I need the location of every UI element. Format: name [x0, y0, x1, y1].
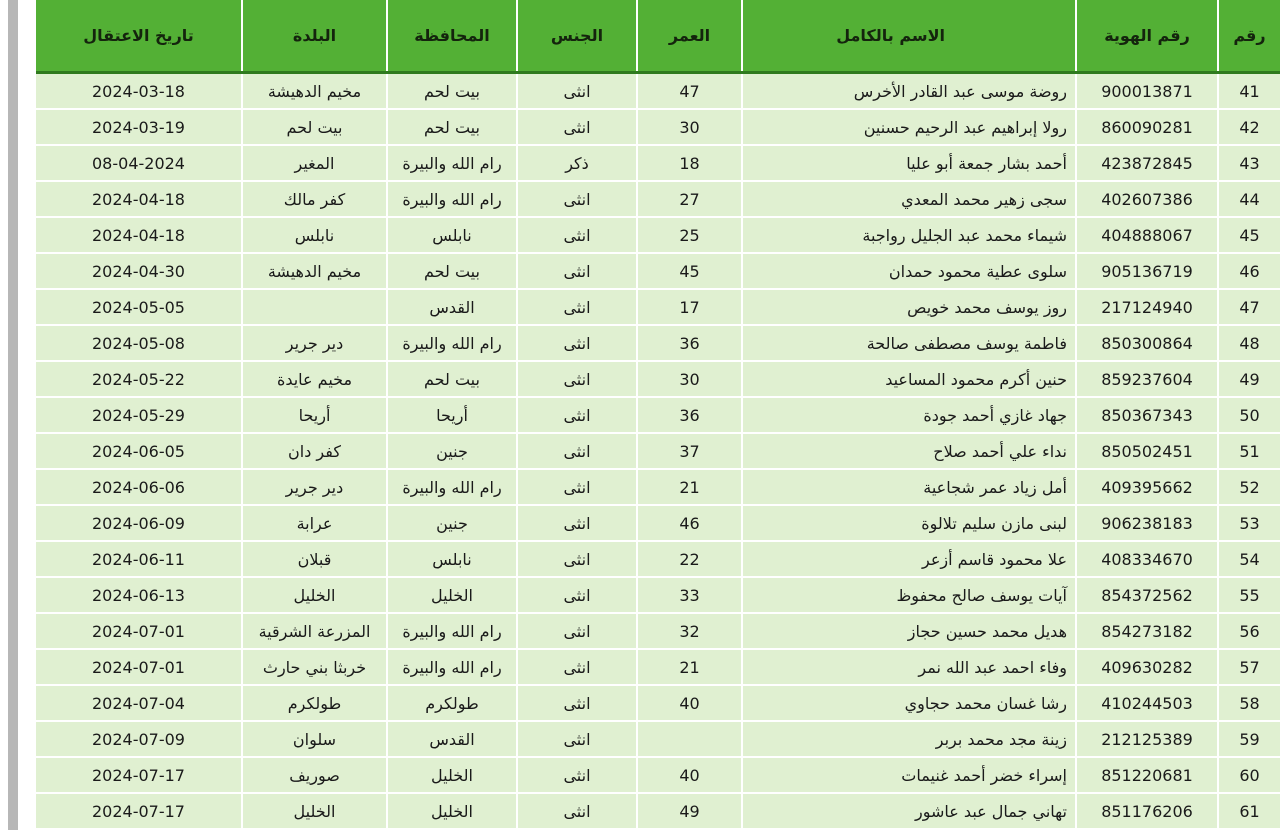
cell-town: عرابة: [242, 505, 387, 541]
table-row: [36, 181, 1280, 217]
cell-age: 18: [637, 145, 742, 181]
cell-town: مخيم عايدة: [242, 361, 387, 397]
cell-arrest-date: 2024-07-17: [36, 757, 242, 793]
cell-row-number: 45: [1218, 217, 1280, 253]
cell-age: 49: [637, 793, 742, 829]
cell-town: المغير: [242, 145, 387, 181]
table-row: [36, 433, 1280, 469]
cell-gender: انثى: [517, 757, 637, 793]
cell-town: نابلس: [242, 217, 387, 253]
cell-row-number: 49: [1218, 361, 1280, 397]
cell-arrest-date: 2024-06-13: [36, 577, 242, 613]
cell-town: دير جرير: [242, 469, 387, 505]
cell-age: 33: [637, 577, 742, 613]
cell-row-number: 44: [1218, 181, 1280, 217]
cell-arrest-date: 08-04-2024: [36, 145, 242, 181]
cell-age: 47: [637, 73, 742, 110]
cell-row-number: 59: [1218, 721, 1280, 757]
cell-age: 36: [637, 397, 742, 433]
cell-row-number: 58: [1218, 685, 1280, 721]
cell-age: 30: [637, 109, 742, 145]
cell-arrest-date: 2024-07-09: [36, 721, 242, 757]
cell-governorate: نابلس: [387, 541, 517, 577]
cell-arrest-date: 2024-07-17: [36, 793, 242, 829]
cell-arrest-date: 2024-04-18: [36, 181, 242, 217]
cell-id-number: 408334670: [1076, 541, 1218, 577]
cell-gender: انثى: [517, 73, 637, 110]
cell-age: 46: [637, 505, 742, 541]
cell-gender: انثى: [517, 793, 637, 829]
cell-arrest-date: 2024-05-29: [36, 397, 242, 433]
cell-full-name: رولا إبراهيم عبد الرحيم حسنين: [742, 109, 1076, 145]
cell-age: 45: [637, 253, 742, 289]
cell-governorate: بيت لحم: [387, 253, 517, 289]
cell-governorate: الخليل: [387, 793, 517, 829]
table-row: [36, 721, 1280, 757]
table-row: [36, 469, 1280, 505]
cell-arrest-date: 2024-05-08: [36, 325, 242, 361]
cell-governorate: جنين: [387, 433, 517, 469]
cell-age: 32: [637, 613, 742, 649]
cell-arrest-date: 2024-05-22: [36, 361, 242, 397]
cell-id-number: 851220681: [1076, 757, 1218, 793]
cell-arrest-date: 2024-04-30: [36, 253, 242, 289]
cell-gender: انثى: [517, 217, 637, 253]
cell-row-number: 47: [1218, 289, 1280, 325]
cell-age: 21: [637, 649, 742, 685]
cell-arrest-date: 2024-06-05: [36, 433, 242, 469]
cell-town: قبلان: [242, 541, 387, 577]
cell-row-number: 42: [1218, 109, 1280, 145]
cell-gender: انثى: [517, 649, 637, 685]
cell-full-name: حنين أكرم محمود المساعيد: [742, 361, 1076, 397]
table-row: [36, 361, 1280, 397]
cell-id-number: 404888067: [1076, 217, 1218, 253]
cell-gender: انثى: [517, 325, 637, 361]
cell-arrest-date: 2024-07-04: [36, 685, 242, 721]
detainees-table: [36, 0, 1280, 830]
cell-gender: انثى: [517, 469, 637, 505]
cell-full-name: جهاد غازي أحمد جودة: [742, 397, 1076, 433]
cell-arrest-date: 2024-03-19: [36, 109, 242, 145]
cell-age: 36: [637, 325, 742, 361]
cell-age: 21: [637, 469, 742, 505]
cell-governorate: أريحا: [387, 397, 517, 433]
header-full-name[interactable]: الاسم بالكامل: [742, 0, 1076, 73]
cell-gender: انثى: [517, 505, 637, 541]
cell-gender: انثى: [517, 289, 637, 325]
cell-arrest-date: 2024-07-01: [36, 649, 242, 685]
table-row: [36, 289, 1280, 325]
cell-id-number: 850367343: [1076, 397, 1218, 433]
cell-arrest-date: 2024-06-06: [36, 469, 242, 505]
table-row: [36, 217, 1280, 253]
cell-full-name: هديل محمد حسين حجاز: [742, 613, 1076, 649]
cell-gender: انثى: [517, 253, 637, 289]
cell-town: الخليل: [242, 577, 387, 613]
cell-governorate: جنين: [387, 505, 517, 541]
cell-governorate: رام الله والبيرة: [387, 613, 517, 649]
cell-town: كفر دان: [242, 433, 387, 469]
cell-arrest-date: 2024-05-05: [36, 289, 242, 325]
cell-age: 40: [637, 685, 742, 721]
cell-governorate: رام الله والبيرة: [387, 469, 517, 505]
cell-id-number: 423872845: [1076, 145, 1218, 181]
cell-governorate: رام الله والبيرة: [387, 181, 517, 217]
cell-full-name: سجى زهير محمد المعدي: [742, 181, 1076, 217]
header-arrest-date[interactable]: تاريخ الاعتقال: [36, 0, 242, 73]
cell-arrest-date: 2024-07-01: [36, 613, 242, 649]
cell-governorate: القدس: [387, 721, 517, 757]
cell-age: 27: [637, 181, 742, 217]
cell-id-number: 402607386: [1076, 181, 1218, 217]
cell-row-number: 41: [1218, 73, 1280, 110]
header-town[interactable]: البلدة: [242, 0, 387, 73]
cell-id-number: 217124940: [1076, 289, 1218, 325]
cell-town: [242, 289, 387, 325]
cell-gender: انثى: [517, 577, 637, 613]
cell-row-number: 57: [1218, 649, 1280, 685]
cell-town: المزرعة الشرقية: [242, 613, 387, 649]
table-row: [36, 649, 1280, 685]
cell-age: 25: [637, 217, 742, 253]
cell-full-name: رشا غسان محمد حجاوي: [742, 685, 1076, 721]
cell-governorate: طولكرم: [387, 685, 517, 721]
cell-town: بيت لحم: [242, 109, 387, 145]
cell-town: خربثا بني حارث: [242, 649, 387, 685]
cell-age: 22: [637, 541, 742, 577]
header-gender[interactable]: الجنس: [517, 0, 637, 73]
cell-age: [637, 721, 742, 757]
table-row: [36, 109, 1280, 145]
cell-full-name: علا محمود قاسم أزعر: [742, 541, 1076, 577]
header-age[interactable]: العمر: [637, 0, 742, 73]
cell-arrest-date: 2024-03-18: [36, 73, 242, 110]
cell-id-number: 900013871: [1076, 73, 1218, 110]
cell-arrest-date: 2024-06-11: [36, 541, 242, 577]
cell-full-name: لبنى مازن سليم تلالوة: [742, 505, 1076, 541]
cell-id-number: 212125389: [1076, 721, 1218, 757]
cell-age: 40: [637, 757, 742, 793]
cell-row-number: 54: [1218, 541, 1280, 577]
cell-full-name: أحمد بشار جمعة أبو عليا: [742, 145, 1076, 181]
table-row: [36, 685, 1280, 721]
cell-row-number: 52: [1218, 469, 1280, 505]
table-row: [36, 253, 1280, 289]
table-row: [36, 325, 1280, 361]
cell-row-number: 53: [1218, 505, 1280, 541]
cell-town: صوريف: [242, 757, 387, 793]
cell-governorate: الخليل: [387, 577, 517, 613]
cell-gender: انثى: [517, 361, 637, 397]
cell-governorate: القدس: [387, 289, 517, 325]
cell-gender: انثى: [517, 613, 637, 649]
cell-age: 30: [637, 361, 742, 397]
table-row: [36, 145, 1280, 181]
cell-full-name: وفاء احمد عبد الله نمر: [742, 649, 1076, 685]
cell-arrest-date: 2024-06-09: [36, 505, 242, 541]
table-row: [36, 577, 1280, 613]
cell-gender: انثى: [517, 685, 637, 721]
cell-full-name: زينة مجد محمد بربر: [742, 721, 1076, 757]
cell-id-number: 409395662: [1076, 469, 1218, 505]
table-row: [36, 505, 1280, 541]
cell-full-name: أمل زياد عمر شجاعية: [742, 469, 1076, 505]
cell-full-name: فاطمة يوسف مصطفى صالحة: [742, 325, 1076, 361]
cell-town: طولكرم: [242, 685, 387, 721]
cell-full-name: إسراء خضر أحمد غنيمات: [742, 757, 1076, 793]
cell-arrest-date: 2024-04-18: [36, 217, 242, 253]
cell-id-number: 409630282: [1076, 649, 1218, 685]
header-id-number[interactable]: رقم الهوية: [1076, 0, 1218, 73]
cell-id-number: 850502451: [1076, 433, 1218, 469]
cell-row-number: 43: [1218, 145, 1280, 181]
cell-gender: انثى: [517, 109, 637, 145]
cell-id-number: 850300864: [1076, 325, 1218, 361]
header-governorate[interactable]: المحافظة: [387, 0, 517, 73]
table-header-row: [36, 0, 1280, 73]
cell-age: 37: [637, 433, 742, 469]
cell-row-number: 46: [1218, 253, 1280, 289]
table-row: [36, 73, 1280, 110]
cell-town: سلوان: [242, 721, 387, 757]
cell-full-name: روز يوسف محمد خويص: [742, 289, 1076, 325]
cell-gender: ذكر: [517, 145, 637, 181]
cell-row-number: 50: [1218, 397, 1280, 433]
cell-gender: انثى: [517, 721, 637, 757]
cell-town: الخليل: [242, 793, 387, 829]
cell-full-name: سلوى عطية محمود حمدان: [742, 253, 1076, 289]
cell-id-number: 854273182: [1076, 613, 1218, 649]
cell-id-number: 860090281: [1076, 109, 1218, 145]
cell-governorate: بيت لحم: [387, 361, 517, 397]
cell-row-number: 55: [1218, 577, 1280, 613]
cell-full-name: نداء علي أحمد صلاح: [742, 433, 1076, 469]
cell-gender: انثى: [517, 541, 637, 577]
cell-gender: انثى: [517, 397, 637, 433]
scrollbar-track[interactable]: [8, 0, 18, 830]
cell-full-name: شيماء محمد عبد الجليل رواجبة: [742, 217, 1076, 253]
cell-age: 17: [637, 289, 742, 325]
cell-town: كفر مالك: [242, 181, 387, 217]
cell-governorate: رام الله والبيرة: [387, 649, 517, 685]
cell-row-number: 51: [1218, 433, 1280, 469]
cell-row-number: 60: [1218, 757, 1280, 793]
cell-row-number: 56: [1218, 613, 1280, 649]
cell-id-number: 905136719: [1076, 253, 1218, 289]
cell-gender: انثى: [517, 181, 637, 217]
cell-id-number: 854372562: [1076, 577, 1218, 613]
table-row: [36, 541, 1280, 577]
cell-full-name: روضة موسى عبد القادر الأخرس: [742, 73, 1076, 110]
cell-id-number: 410244503: [1076, 685, 1218, 721]
cell-town: أريحا: [242, 397, 387, 433]
table-row: [36, 613, 1280, 649]
cell-town: مخيم الدهيشة: [242, 253, 387, 289]
table-row: [36, 757, 1280, 793]
cell-full-name: آيات يوسف صالح محفوظ: [742, 577, 1076, 613]
cell-governorate: الخليل: [387, 757, 517, 793]
cell-governorate: رام الله والبيرة: [387, 145, 517, 181]
cell-row-number: 61: [1218, 793, 1280, 829]
cell-gender: انثى: [517, 433, 637, 469]
cell-governorate: بيت لحم: [387, 73, 517, 110]
detainees-table-container: [36, 0, 1280, 830]
cell-town: دير جرير: [242, 325, 387, 361]
header-row-number[interactable]: رقم: [1218, 0, 1280, 73]
cell-governorate: رام الله والبيرة: [387, 325, 517, 361]
cell-id-number: 851176206: [1076, 793, 1218, 829]
cell-governorate: نابلس: [387, 217, 517, 253]
cell-full-name: تهاني جمال عبد عاشور: [742, 793, 1076, 829]
table-row: [36, 793, 1280, 829]
table-row: [36, 397, 1280, 433]
cell-id-number: 859237604: [1076, 361, 1218, 397]
cell-governorate: بيت لحم: [387, 109, 517, 145]
cell-town: مخيم الدهيشة: [242, 73, 387, 110]
cell-row-number: 48: [1218, 325, 1280, 361]
cell-id-number: 906238183: [1076, 505, 1218, 541]
